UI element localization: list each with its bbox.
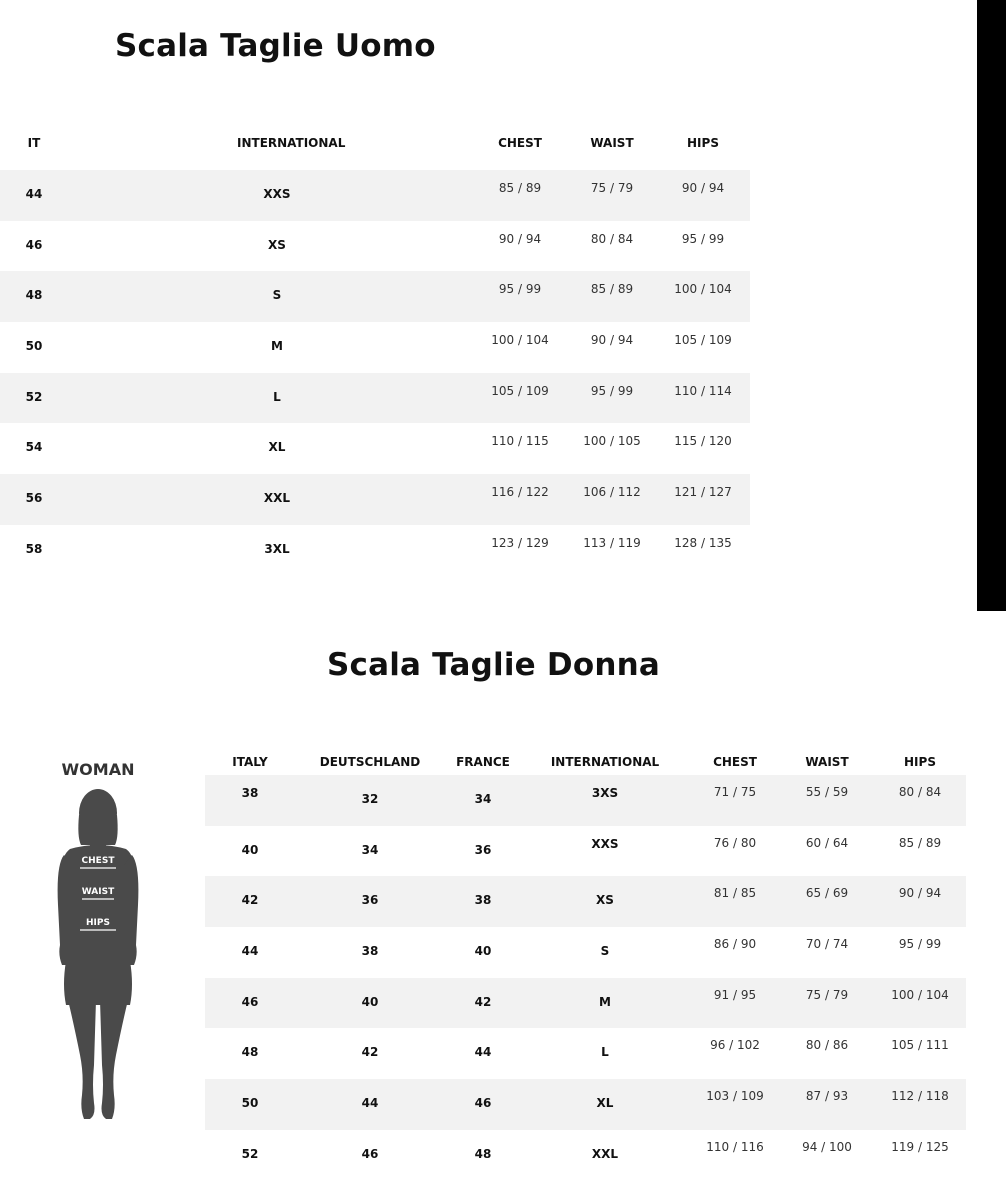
- cell-france: 46: [474, 1096, 492, 1111]
- table-row: [205, 1028, 966, 1079]
- cell-waist: 60 / 64: [805, 835, 849, 850]
- cell-it: 56: [25, 491, 43, 506]
- cell-chest: 81 / 85: [713, 886, 757, 901]
- cell-hips: 121 / 127: [674, 485, 732, 500]
- cell-international: XL: [596, 1096, 614, 1111]
- table-row: [0, 423, 750, 474]
- table-row: [205, 1130, 966, 1181]
- cell-it: 52: [25, 389, 43, 404]
- cell-waist: 70 / 74: [805, 937, 849, 952]
- cell-hips: 110 / 114: [674, 383, 732, 398]
- cell-waist: 75 / 79: [805, 987, 849, 1002]
- header-waist: WAIST: [590, 136, 634, 150]
- cell-chest: 90 / 94: [498, 231, 542, 246]
- woman-figure-label: WOMAN: [61, 760, 135, 779]
- cell-chest: 86 / 90: [713, 937, 757, 952]
- page-edge-bar: [977, 0, 1006, 611]
- cell-waist: 65 / 69: [805, 886, 849, 901]
- cell-italy: 48: [241, 1045, 259, 1060]
- cell-international: S: [600, 944, 610, 959]
- cell-international: XXS: [263, 187, 291, 201]
- cell-waist: 55 / 59: [805, 785, 849, 799]
- header-chest: CHEST: [498, 136, 542, 150]
- cell-france: 36: [474, 842, 492, 857]
- women-table-header: [205, 750, 966, 774]
- cell-international: XL: [268, 440, 286, 455]
- cell-international: XXL: [263, 491, 291, 506]
- cell-chest: 91 / 95: [713, 987, 757, 1002]
- cell-deutschland: 46: [361, 1146, 379, 1161]
- cell-chest: 76 / 80: [713, 835, 757, 850]
- cell-hips: 100 / 104: [891, 987, 949, 1002]
- cell-france: 34: [474, 792, 492, 806]
- women-size-title: Scala Taglie Donna: [327, 647, 660, 683]
- cell-it: 48: [25, 288, 43, 303]
- men-table-header: [0, 131, 750, 155]
- cell-international: 3XS: [591, 786, 619, 800]
- cell-it: 44: [25, 187, 43, 201]
- cell-waist: 94 / 100: [802, 1139, 852, 1154]
- cell-waist: 75 / 79: [590, 181, 634, 195]
- cell-italy: 50: [241, 1096, 259, 1111]
- cell-deutschland: 34: [361, 842, 379, 857]
- cell-waist: 95 / 99: [590, 383, 634, 398]
- header-international: INTERNATIONAL: [550, 755, 660, 769]
- cell-hips: 95 / 99: [681, 231, 725, 246]
- cell-deutschland: 38: [361, 944, 379, 959]
- men-size-table: [0, 170, 750, 576]
- cell-hips: 100 / 104: [674, 282, 732, 297]
- header-hips: HIPS: [687, 136, 719, 150]
- cell-hips: 115 / 120: [674, 434, 732, 449]
- table-row: [0, 221, 750, 272]
- cell-deutschland: 44: [361, 1096, 379, 1111]
- silhouette-chest-label: CHEST: [81, 856, 115, 866]
- cell-chest: 95 / 99: [498, 282, 542, 297]
- cell-hips: 90 / 94: [898, 886, 942, 901]
- header-it: IT: [27, 136, 41, 150]
- cell-france: 44: [474, 1045, 492, 1060]
- cell-hips: 80 / 84: [898, 785, 942, 799]
- cell-waist: 100 / 105: [583, 434, 641, 449]
- cell-hips: 105 / 111: [891, 1038, 949, 1053]
- cell-italy: 40: [241, 842, 259, 857]
- cell-chest: 110 / 115: [491, 434, 549, 449]
- cell-international: 3XL: [264, 541, 290, 556]
- cell-chest: 71 / 75: [713, 785, 757, 799]
- cell-chest: 103 / 109: [706, 1089, 764, 1104]
- cell-chest: 85 / 89: [498, 181, 542, 195]
- cell-waist: 106 / 112: [583, 485, 641, 500]
- cell-italy: 52: [241, 1146, 259, 1161]
- cell-france: 42: [474, 994, 492, 1009]
- silhouette-waist-label: WAIST: [81, 887, 115, 897]
- header-chest: CHEST: [713, 755, 757, 769]
- cell-italy: 46: [241, 994, 259, 1009]
- cell-italy: 44: [241, 944, 259, 959]
- cell-hips: 128 / 135: [674, 535, 732, 550]
- cell-international: XS: [596, 893, 614, 908]
- table-row: [205, 876, 966, 927]
- cell-hips: 85 / 89: [898, 835, 942, 850]
- cell-france: 48: [474, 1146, 492, 1161]
- cell-deutschland: 42: [361, 1045, 379, 1060]
- cell-chest: 96 / 102: [710, 1038, 760, 1053]
- table-row: [0, 373, 750, 424]
- cell-chest: 105 / 109: [491, 383, 549, 398]
- table-row: [0, 170, 750, 221]
- cell-chest: 110 / 116: [706, 1139, 764, 1154]
- woman-silhouette-icon: [50, 785, 146, 1125]
- cell-hips: 90 / 94: [681, 181, 725, 195]
- table-row: [205, 1079, 966, 1130]
- table-row: [205, 927, 966, 978]
- cell-international: L: [601, 1045, 609, 1060]
- table-row: [0, 525, 750, 576]
- table-row: [0, 322, 750, 373]
- header-waist: WAIST: [805, 755, 849, 769]
- cell-international: XXS: [591, 836, 619, 851]
- cell-international: XS: [268, 237, 286, 252]
- cell-waist: 90 / 94: [590, 333, 634, 348]
- cell-hips: 105 / 109: [674, 333, 732, 348]
- header-international: INTERNATIONAL: [237, 136, 346, 150]
- cell-hips: 112 / 118: [891, 1089, 949, 1104]
- cell-international: M: [271, 339, 283, 354]
- header-hips: HIPS: [904, 755, 936, 769]
- cell-it: 50: [25, 339, 43, 354]
- cell-hips: 119 / 125: [891, 1139, 949, 1154]
- cell-it: 58: [25, 541, 43, 556]
- cell-it: 54: [25, 440, 43, 455]
- men-size-title: Scala Taglie Uomo: [115, 28, 436, 64]
- cell-waist: 113 / 119: [583, 535, 641, 550]
- cell-hips: 95 / 99: [898, 937, 942, 952]
- table-row: [0, 271, 750, 322]
- cell-international: S: [272, 288, 282, 303]
- cell-deutschland: 40: [361, 994, 379, 1009]
- cell-italy: 38: [241, 786, 259, 800]
- silhouette-hips-label: HIPS: [86, 918, 110, 928]
- table-row: [205, 826, 966, 877]
- header-deutschland: DEUTSCHLAND: [319, 755, 421, 769]
- women-size-table: [205, 775, 966, 1181]
- cell-chest: 116 / 122: [491, 485, 549, 500]
- cell-waist: 80 / 86: [805, 1038, 849, 1053]
- cell-italy: 42: [241, 893, 259, 908]
- cell-france: 40: [474, 944, 492, 959]
- table-row: [0, 474, 750, 525]
- cell-waist: 85 / 89: [590, 282, 634, 297]
- cell-chest: 123 / 129: [491, 535, 549, 550]
- table-row: [205, 978, 966, 1029]
- header-france: FRANCE: [456, 755, 510, 769]
- cell-chest: 100 / 104: [491, 333, 549, 348]
- cell-deutschland: 32: [361, 792, 379, 806]
- cell-it: 46: [25, 237, 43, 252]
- cell-international: L: [273, 389, 281, 404]
- header-italy: ITALY: [232, 755, 268, 769]
- cell-deutschland: 36: [361, 893, 379, 908]
- cell-international: XXL: [591, 1146, 619, 1161]
- cell-waist: 80 / 84: [590, 231, 634, 246]
- cell-international: M: [599, 994, 611, 1009]
- cell-france: 38: [474, 893, 492, 908]
- cell-waist: 87 / 93: [805, 1089, 849, 1104]
- table-row: [205, 775, 966, 826]
